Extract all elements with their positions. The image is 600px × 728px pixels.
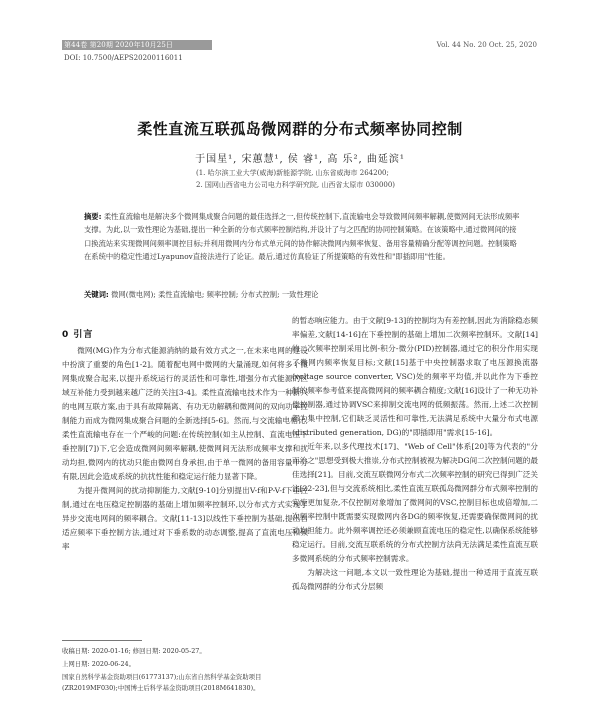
footnote-rule <box>62 640 142 641</box>
authors: 于国星¹, 宋蕙慧¹, 侯 睿¹, 高 乐², 曲延滨¹ <box>195 154 405 165</box>
affiliation-1: (1. 哈尔滨工业大学(威海)新能源学院, 山东省威海市 264200; <box>196 169 389 177</box>
paragraph: 为提升微网间的扰动抑制能力,文献[9-10]分别提出V-f和P-V-f下垂控制,通过在电压稳定控制器的基础上增加频率控制环,以分布式方式实现了异步交流电网间的频率耦合。文献[11-13]以线性下垂控制为基础,提出自适应频率下垂控制方法,通过对下垂系数的动态调整,提高了直流电压和频率 <box>62 486 308 551</box>
journal-issue: 第44卷 第20期 2020年10月25日 <box>64 41 173 49</box>
paragraph: 的暂态响应能力。由于文献[9-13]的控制均为有差控制,因此为消除稳态频率偏差,文献[14-16]在下垂控制的基础上增加二次频率控制环。文献[14]的二次频率控制采用比例-积分-微分(PID)控制器,通过它的积分作用实现了微网内频率恢复目标;文献[15]基于中央控制器求取了电压源换流器(voltage source converter, VSC)处的频率平均值,并以此作为下垂控制的频率参考值来提高微网间的频率耦合精度;文献[16]设计了一种无功补偿控制器,通过协调VSC来抑制交流电网的低频振荡。然而,上述二次控制都为集中控制,它们缺乏灵活性和可靠性,无法满足系统中大量分布式电源(distributed generation, DG)的"即插即用"需求[15-16]。 <box>292 316 538 437</box>
keywords-text: 微网(微电网); 柔性直流输电; 频率控制; 分布式控制; 一致性理论 <box>111 290 319 299</box>
paragraph: 近年来,以多代理技术[17]、"Web of Cell"体系[20]等为代表的"分而治之"思想受到极大推崇,分布式控制被视为解决DG间二次控制问题的最佳选择[21]。目前,交流互联微网分布式二次频率控制的研究已得到广泛关注[22-23],但与交流系统相比,柔性直流互联孤岛微网群分布式频率控制的实施更加复杂,不仅控制对象增加了微网间的VSC,控制目标也成倍增加,二次频率控制中既需要实现微网内各DG的频率恢复,还需要确保微网间的扰动均担能力。此外频率调控还必须兼顾直流电压的稳定性,以确保系统能够稳定运行。目前,交流互联系统的分布式控制方法尚无法满足柔性直流互联多微网系统的分布式频率控制需求。 <box>292 442 538 563</box>
keywords-label: 关键词: <box>84 290 109 299</box>
footnote-funding: 国家自然科学基金资助项目(61773137);山东省自然科学基金资助项目(ZR2019MF030);中国博士后科学基金资助项目(2018M641830)。 <box>62 673 262 692</box>
right-column <box>292 314 538 594</box>
affiliation-2: 2. 国网山西省电力公司电力科学研究院, 山西省太原市 030000) <box>196 181 396 189</box>
abstract-text: 柔性直流输电是解决多个微网集成聚合问题的最佳选择之一,但传统控制下,直流输电会导致微网间频率解耦,使微网间无法形成频率支撑。为此,以一致性理论为基础,提出一种全新的分布式频率控制结构,并设计了与之匹配的协同控制策略。在该策略中,通过微网间的接口换流站来实现微网间频率调控目标;并利用微网内分布式单元间的协作解决微网内频率恢复、备用容量精确分配等调控问题。控制策略在系统中的稳定性通过Lyapunov直接法进行了论证。最后,通过仿真验证了所提策略的有效性和"即插即用"性能。 <box>84 212 520 261</box>
doi: DOI: 10.7500/AEPS20200116011 <box>64 54 183 62</box>
paper-title: 柔性直流互联孤岛微网群的分布式频率协同控制 <box>137 120 463 138</box>
left-column <box>62 344 308 554</box>
journal-issue-en: Vol. 44 No. 20 Oct. 25, 2020 <box>436 41 537 49</box>
abstract-label: 摘要: <box>84 212 102 221</box>
footnote-received: 收稿日期: 2020-01-16; 修回日期: 2020-05-27。 <box>62 647 206 655</box>
footnote-online: 上网日期: 2020-06-24。 <box>62 660 135 668</box>
abstract <box>84 210 520 263</box>
paragraph: 微网(MG)作为分布式能源消纳的最有效方式之一,在未来电网的建设中扮演了重要的角色[1-2]。随着配电网中微网的大量涌现,如何将多个微网集成聚合起来,以提升系统运行的灵活性和可靠性,增强分布式能源的区域互补能力受到越来越广泛的关注[3-4]。柔性直流输电技术作为一种新兴的电网互联方案,由于具有故障隔离、有功无功解耦和微网间的双向功率控制能力而成为微网集成聚合问题的全新选择[5-6]。然而,与交流输电相比,柔性直流输电存在一个严峻的问题:在传统控制(如主从控制、直流电压下垂控制[7])下,它会造成微网间频率解耦,使微网间无法形成频率支撑和扰动均担,微网内的扰动只能由微网自身承担,由于单一微网的备用容量十分有限,因此会造成系统的抗扰性能和稳定运行能力显著下降。 <box>62 346 308 481</box>
section-heading: 0 引言 <box>62 330 94 340</box>
keywords <box>84 290 520 300</box>
paragraph: 为解决这一问题,本文以一致性理论为基础,提出一种适用于直流互联孤岛微网群的分布式分层频 <box>292 568 538 591</box>
